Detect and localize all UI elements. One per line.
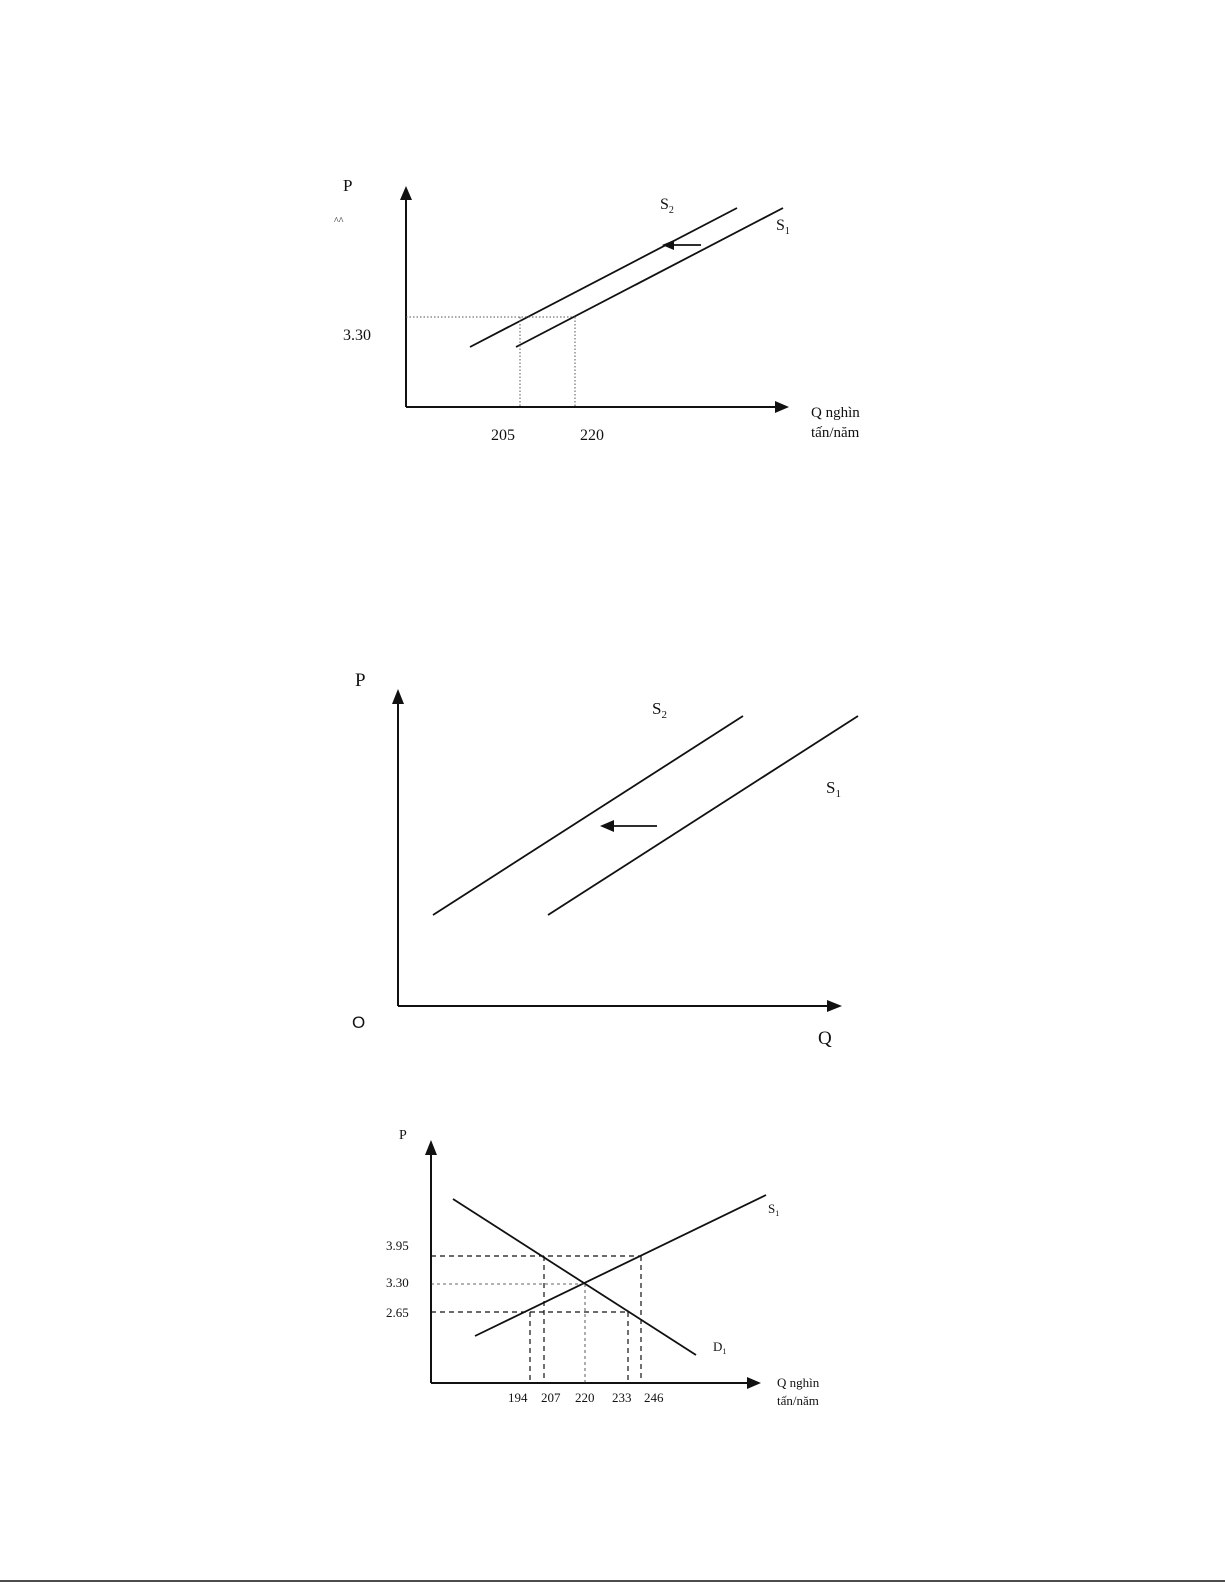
p-axis-arrow-icon — [400, 186, 412, 200]
diagram-2 — [352, 670, 858, 1049]
q-axis-arrow-icon — [747, 1377, 761, 1389]
shift-left-arrow-icon — [662, 240, 674, 250]
s1-label: $S_1$ — [776, 217, 790, 237]
q-axis-label-line2: tấn/năm — [811, 425, 860, 441]
q-label-220: 220 — [575, 1390, 595, 1405]
supply-curve-s1 — [516, 208, 783, 347]
q-axis-label-line2: tấn/năm — [777, 1393, 819, 1408]
s2-label: $S_2$ — [652, 699, 667, 721]
s1-label: $S_1$ — [768, 1201, 780, 1218]
q-axis-label-line1: Q nghìn — [811, 405, 860, 421]
supply-curve-s1 — [475, 1195, 766, 1336]
q-label-194: 194 — [508, 1390, 528, 1405]
d1-label: $D_1$ — [713, 1339, 727, 1356]
q-label-207: 207 — [541, 1390, 561, 1405]
diagram-3 — [386, 1128, 820, 1408]
supply-curve-s2 — [433, 716, 743, 915]
price-label-2-65: 2.65 — [386, 1305, 409, 1320]
clipped-label: ^^ — [334, 216, 344, 227]
q-axis-arrow-icon — [775, 401, 789, 413]
diagram-1 — [334, 176, 860, 444]
supply-curve-s2 — [470, 208, 737, 347]
p-axis-arrow-icon — [425, 1140, 437, 1155]
q-label-233: 233 — [612, 1390, 632, 1405]
price-label-3-30: 3.30 — [343, 327, 371, 344]
q-label-205: 205 — [491, 427, 515, 444]
price-label-3-30: 3.30 — [386, 1275, 409, 1290]
p-axis-label: P — [399, 1128, 407, 1143]
origin-label: O — [352, 1013, 366, 1032]
q-axis-label-line1: Q nghìn — [777, 1375, 820, 1390]
supply-curve-s1 — [548, 716, 858, 915]
q-label-220: 220 — [580, 427, 604, 444]
p-axis-label: P — [355, 670, 366, 691]
q-axis-label: Q — [818, 1028, 832, 1049]
p-axis-label: P — [343, 176, 353, 195]
s1-label: $S_1$ — [826, 778, 841, 800]
demand-curve-d1 — [453, 1199, 696, 1355]
q-label-246: 246 — [644, 1390, 664, 1405]
shift-left-arrow-icon — [600, 820, 614, 832]
p-axis-arrow-icon — [392, 689, 404, 704]
s2-label: $S_2$ — [660, 196, 674, 216]
price-label-3-95: 3.95 — [386, 1238, 409, 1253]
q-axis-arrow-icon — [827, 1000, 842, 1012]
